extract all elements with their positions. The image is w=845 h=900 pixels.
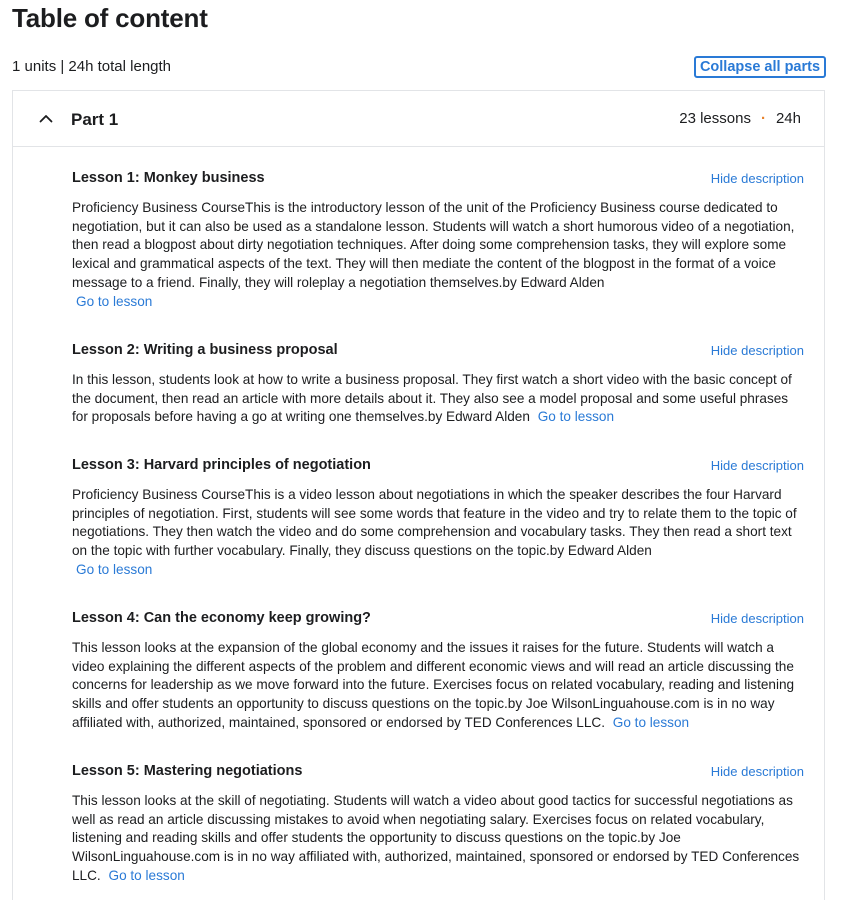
part-panel (12, 90, 825, 900)
lesson-description (72, 199, 806, 311)
hide-description-link[interactable]: Hide description (710, 458, 804, 473)
part-meta (679, 110, 801, 127)
lessons-count: 23 lessons (679, 110, 751, 127)
lesson-item (72, 169, 804, 311)
part-duration: 24h (775, 110, 801, 127)
hide-description-link[interactable]: Hide description (710, 611, 804, 626)
lesson-description (72, 792, 806, 886)
lesson-description (72, 371, 806, 427)
part-header[interactable] (13, 91, 824, 147)
collapse-all-parts-button[interactable]: Collapse all parts (694, 56, 826, 78)
lesson-item (72, 762, 804, 886)
go-to-lesson-link[interactable]: Go to lesson (537, 409, 615, 425)
course-summary: 1 units | 24h total length (12, 58, 172, 75)
lesson-description-text: This lesson looks at the skill of negotiating. Students will watch a video about good tactics for successful negotiations as well as read an article discussing mistakes to avoid when negotiating salary. Exercises focus on related vocabulary, listening and reading skills and offer students the opportunity to discuss questions on the topic.by Joe WilsonLinguahouse.com is in no way affiliated with, authorized, maintained, sponsored or endorsed by TED Conferences LLC. (72, 793, 800, 883)
lesson-title: Lesson 2: Writing a business proposal (72, 342, 338, 358)
lesson-title: Lesson 4: Can the economy keep growing? (72, 610, 371, 626)
lesson-description (72, 639, 806, 733)
separator-dot: · (760, 110, 766, 127)
go-to-lesson-link[interactable]: Go to lesson (76, 561, 153, 577)
lesson-title: Lesson 1: Monkey business (72, 170, 265, 186)
go-to-lesson-link[interactable]: Go to lesson (612, 714, 690, 730)
page-title: Table of content (12, 3, 208, 33)
lesson-description-text: Proficiency Business CourseThis is the introductory lesson of the unit of the Proficiency Business course dedicated to negotiation, but it can also be used as a standalone lesson. Students will watch a short humorous video of a negotiation, then read a blogpost about dirty negotiation techniques. After doing some comprehension tasks, they will explore some lexical and grammatical aspects of the text. They will then mediate the content of the blogpost in the format of a voice message to a friend. Finally, they will roleplay a negotiation themselves.by Edward Alden (72, 200, 795, 290)
hide-description-link[interactable]: Hide description (710, 764, 804, 779)
lesson-description-text: Proficiency Business CourseThis is a video lesson about negotiations in which the speaker describes the four Harvard principles of negotiation. First, students will see some words that feature in the video and try to relate them to the topic of negotiations. They then watch the video and do some comprehension and vocabulary tasks. They then read a short text on the topic with further vocabulary. Finally, they discuss questions on the topic.by Edward Alden (72, 487, 797, 559)
lesson-item (72, 341, 804, 427)
lesson-description (72, 486, 806, 580)
lesson-item (72, 609, 804, 733)
lesson-item (72, 456, 804, 580)
go-to-lesson-link[interactable]: Go to lesson (108, 867, 185, 883)
lesson-description-text: In this lesson, students look at how to write a business proposal. They first watch a short video with the basic concept of the document, then read an article with more details about it. They also see a model proposal and some useful phrases for proposals before having a go at writing one themselves.by Edward Alden (72, 372, 792, 425)
go-to-lesson-link[interactable]: Go to lesson (76, 293, 153, 309)
part-title: Part 1 (71, 110, 119, 129)
hide-description-link[interactable]: Hide description (710, 343, 804, 358)
hide-description-link[interactable]: Hide description (710, 171, 804, 186)
lesson-description-text: This lesson looks at the expansion of the global economy and the issues it raises for the future. Students will watch a video explaining the different aspects of the problem and different economic views and will read an article discussing the concerns for leadership as we move forward into the future. Exercises focus on related vocabulary, reading and listening skills and offer students an opportunity to discuss questions on the topic.by Joe WilsonLinguahouse.com is in no way affiliated with, authorized, maintained, sponsored or endorsed by TED Conferences LLC. (72, 640, 795, 730)
chevron-up-icon[interactable] (37, 109, 55, 127)
lesson-title: Lesson 3: Harvard principles of negotiation (72, 457, 371, 473)
lesson-title: Lesson 5: Mastering negotiations (72, 763, 303, 779)
